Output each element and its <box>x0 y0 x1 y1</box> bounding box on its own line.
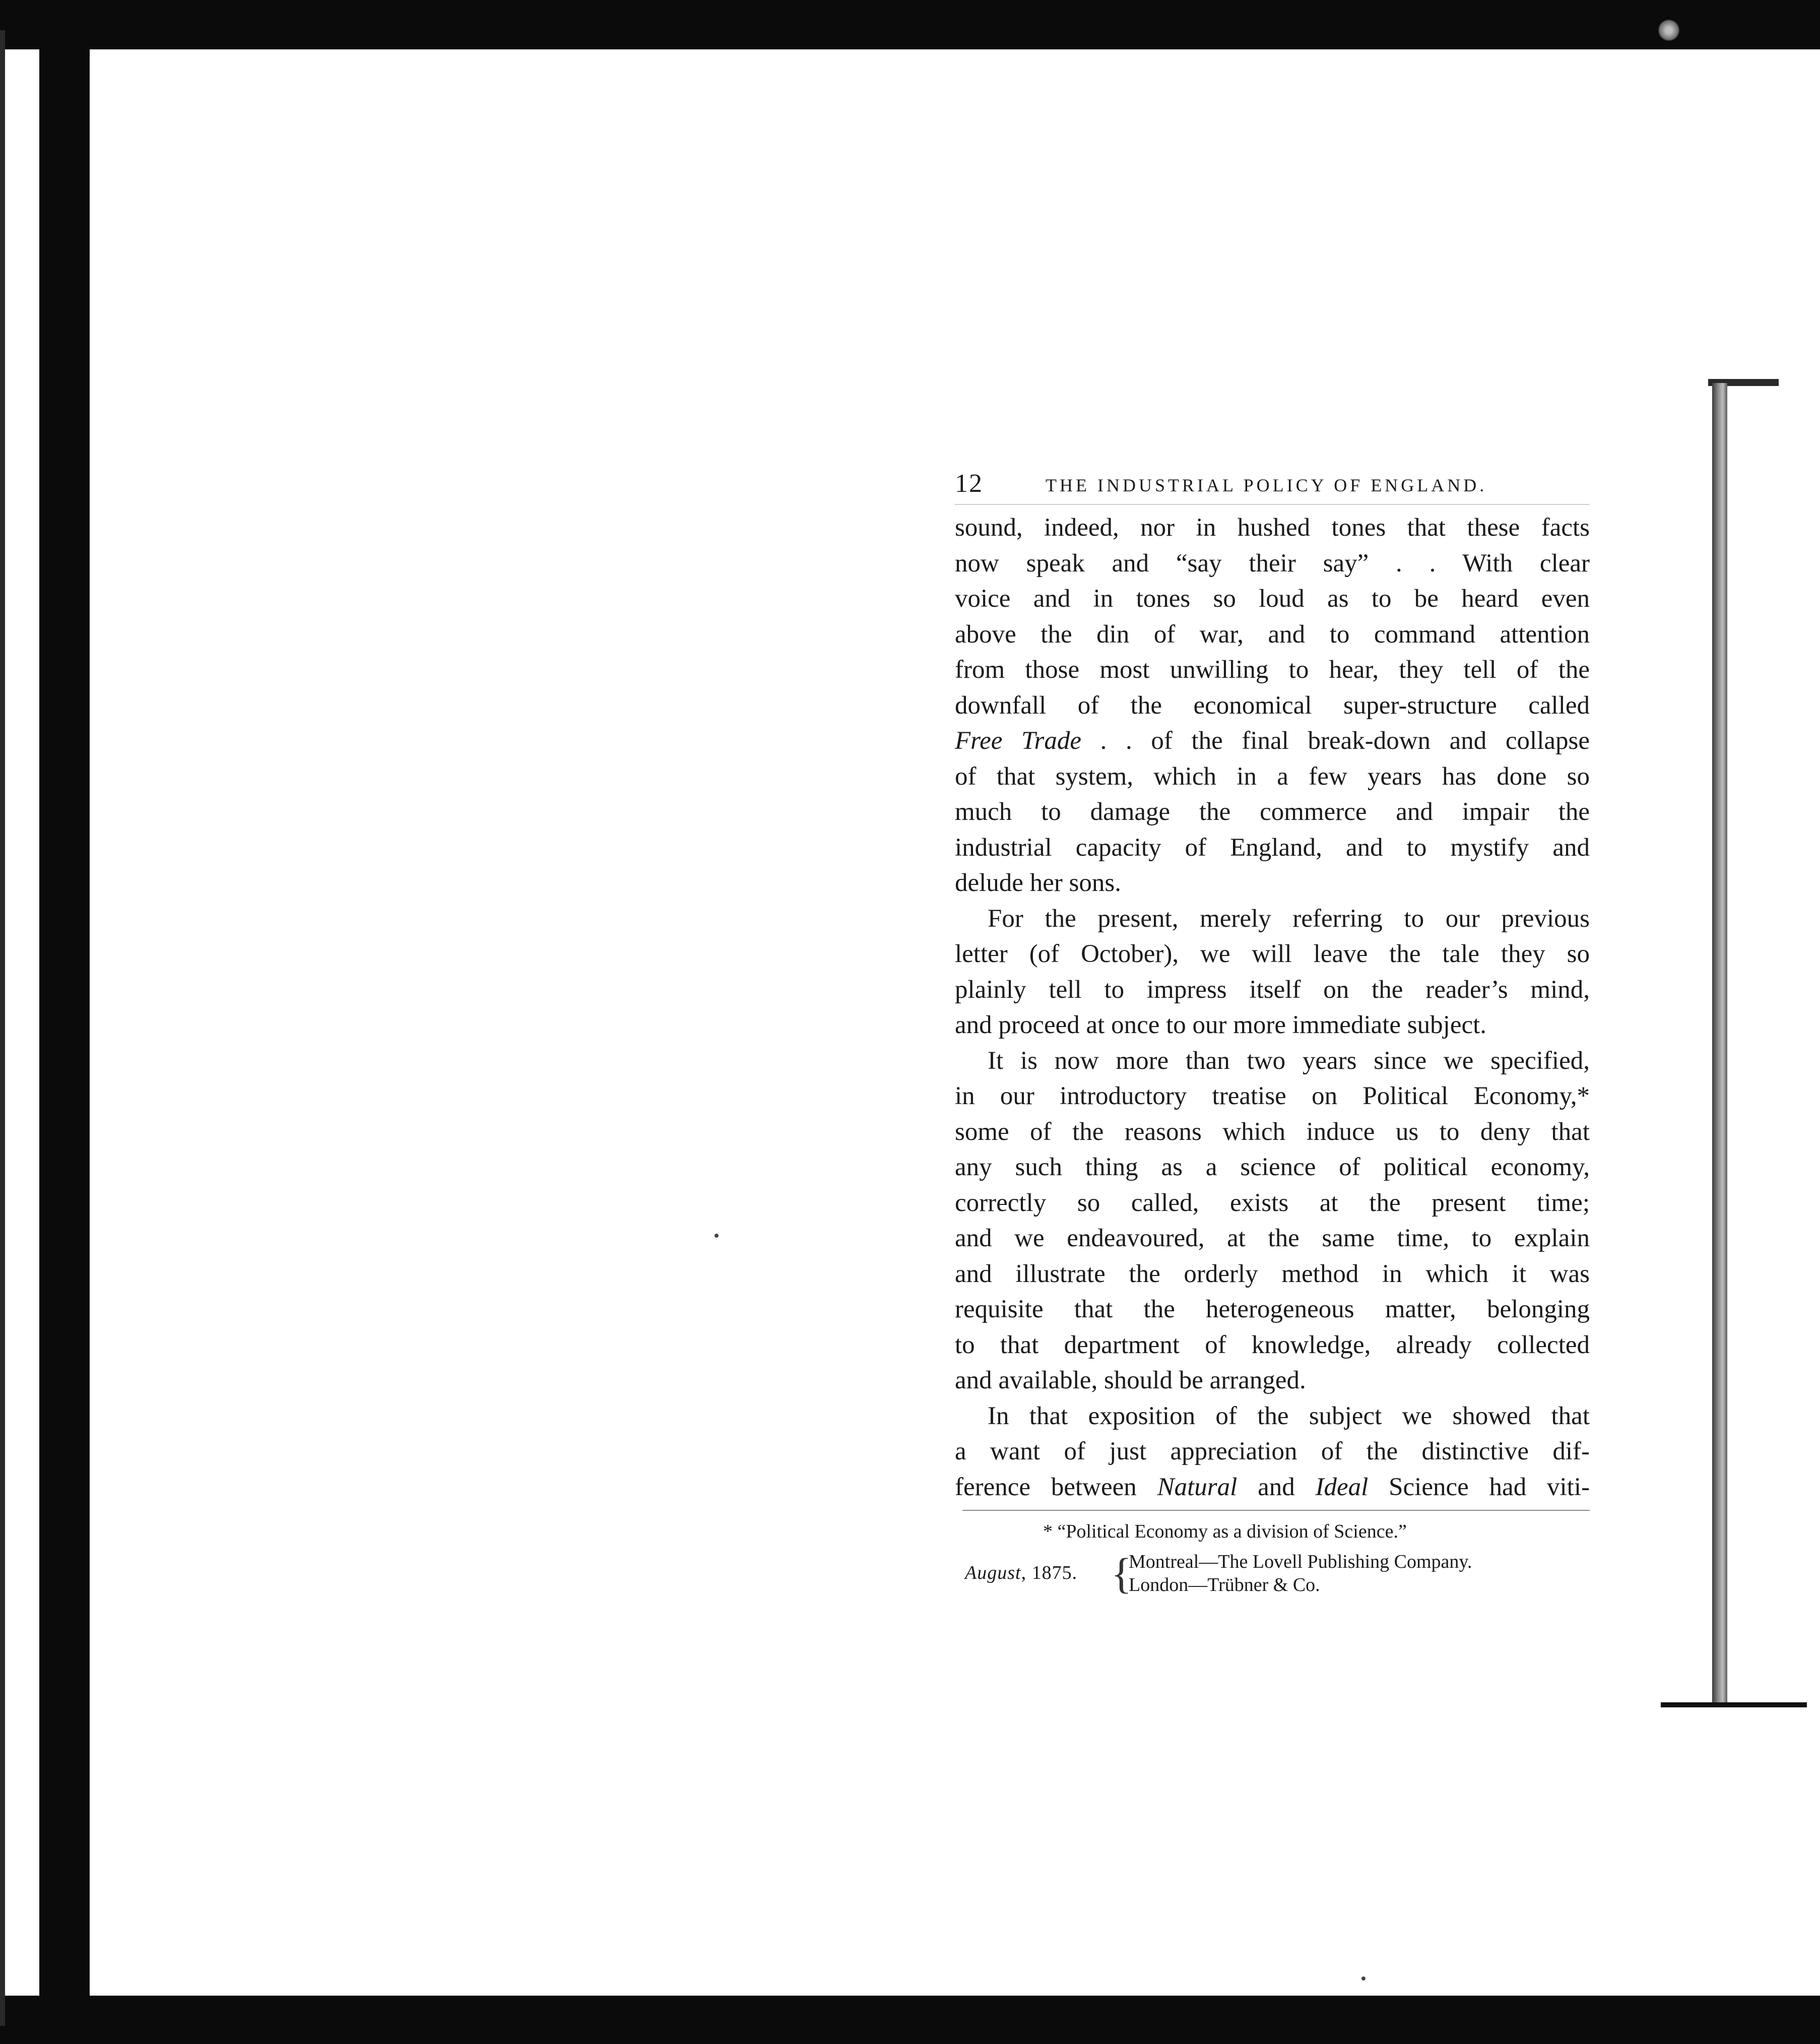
scan-edge-left <box>0 30 5 2026</box>
scan-blot <box>1658 19 1680 41</box>
scan-speck <box>1361 1976 1366 1981</box>
body-text <box>955 510 1590 1505</box>
text-line: any such thing as a science of political economy, <box>955 1153 1590 1181</box>
text-line <box>955 723 1590 759</box>
text-line: voice and in tones so loud as to be heard even <box>955 585 1590 613</box>
ruler-bar <box>1712 383 1727 1703</box>
publisher-line: London—Trübner & Co. <box>1129 1574 1320 1595</box>
italic-term: Free Trade <box>955 727 1082 755</box>
scan-speck <box>714 1234 719 1238</box>
text-segment: Science had viti- <box>1368 1473 1590 1501</box>
paragraph-first-line: It is now more than two years since we specified, <box>988 1046 1590 1075</box>
paragraph-first-line: For the present, merely referring to our previous <box>988 904 1590 933</box>
footnote-text: * “Political Economy as a division of Science.” <box>1043 1521 1407 1542</box>
imprint-date <box>965 1561 1077 1584</box>
text-line: correctly so called, exists at the present time; <box>955 1188 1590 1217</box>
text-line: and proceed at once to our more immediate subject. <box>955 1011 1487 1039</box>
text-line: and we endeavoured, at the same time, to explain <box>955 1224 1590 1252</box>
book-page <box>955 469 1590 1599</box>
text-line <box>955 1470 1590 1505</box>
brace-glyph: { <box>1111 1549 1132 1598</box>
text-segment: and <box>1237 1473 1316 1501</box>
imprint-year: , 1875. <box>1021 1562 1078 1583</box>
text-line: above the din of war, and to command attention <box>955 620 1590 649</box>
publisher-line: Montreal—The Lovell Publishing Company. <box>1129 1551 1472 1572</box>
scan-border-bottom <box>0 1996 1820 2044</box>
text-line: and available, should be arranged. <box>955 1366 1306 1394</box>
text-line: plainly tell to impress itself on the reader’s mind, <box>955 975 1590 1004</box>
text-line: a want of just appreciation of the distinctive dif- <box>955 1437 1590 1465</box>
publisher-list <box>1129 1550 1472 1596</box>
text-line: from those most unwilling to hear, they tell of the <box>955 656 1590 684</box>
ruler-base <box>1661 1702 1807 1707</box>
text-line: industrial capacity of England, and to mystify and <box>955 833 1590 862</box>
imprint-month: August <box>965 1562 1021 1583</box>
text-line: sound, indeed, nor in hushed tones that these facts <box>955 514 1590 542</box>
footnote-rule <box>962 1510 1590 1511</box>
text-line: to that department of knowledge, already collected <box>955 1330 1590 1359</box>
paragraph-first-line: In that exposition of the subject we showed that <box>988 1401 1590 1430</box>
page-number: 12 <box>955 469 983 498</box>
text-line: now speak and “say their say” . . With clear <box>955 549 1590 578</box>
running-title: THE INDUSTRIAL POLICY OF ENGLAND. <box>1046 475 1487 495</box>
text-line: some of the reasons which induce us to deny that <box>955 1117 1590 1146</box>
italic-term: Ideal <box>1315 1473 1369 1501</box>
italic-term: Natural <box>1157 1473 1238 1501</box>
text-segment: . . of the final break-down and collapse <box>1081 727 1590 755</box>
text-line: downfall of the economical super-structure called <box>955 691 1590 720</box>
imprint <box>955 1550 1590 1599</box>
scan-border-top <box>0 0 1820 49</box>
text-line: letter (of October), we will leave the tale they so <box>955 940 1590 968</box>
footnote <box>955 1520 1590 1599</box>
text-line: in our introductory treatise on Political Economy,* <box>955 1082 1590 1110</box>
scan-border-left <box>39 30 90 2026</box>
text-line: of that system, which in a few years has done so <box>955 762 1590 791</box>
text-line: and illustrate the orderly method in which it was <box>955 1259 1590 1288</box>
text-line: delude her sons. <box>955 869 1122 897</box>
running-head <box>955 469 1590 505</box>
text-line: much to damage the commerce and impair the <box>955 798 1590 826</box>
text-line: requisite that the heterogeneous matter, belonging <box>955 1295 1590 1323</box>
text-segment: ference between <box>955 1473 1157 1501</box>
